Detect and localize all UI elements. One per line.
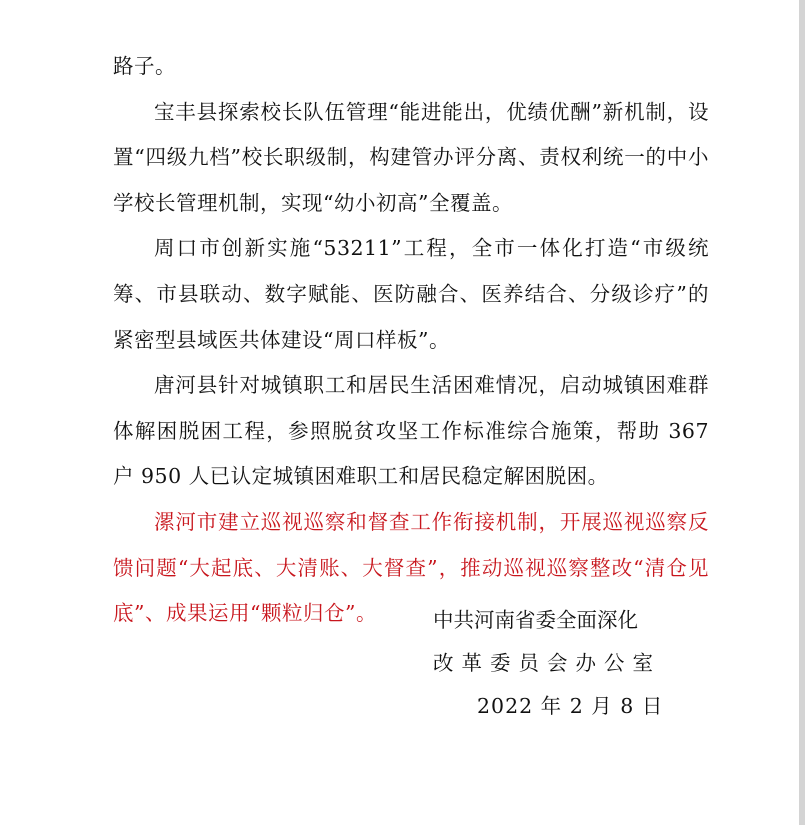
paragraph-continuation: 路子。 [113, 54, 176, 78]
paragraph-zhoukou: 周口市创新实施“53211”工程，全市一体化打造“市级统筹、市县联动、数字赋能、医防融合、医养结合、分级诊疗”的紧密型县域医共体建设“周口样板”。 [113, 236, 709, 352]
paragraph-tanghe: 唐河县针对城镇职工和居民生活困难情况，启动城镇困难群体解困脱困工程，参照脱贫攻坚工作标准综合施策，帮助 367 户 950 人已认定城镇困难职工和居民稳定解困脱困。 [113, 373, 709, 489]
signature-block [433, 599, 673, 728]
paragraph-baofeng: 宝丰县探索校长队伍管理“能进能出，优绩优酬”新机制，设置“四级九档”校长职级制，构建管办评分离、责权利统一的中小学校长管理机制，实现“幼小初高”全覆盖。 [113, 99, 709, 215]
signature-org-line2: 改革委员会办公室 [433, 651, 661, 675]
paragraph-luohe-highlighted: 漯河市建立巡视巡察和督查工作衔接机制，开展巡视巡察反馈问题“大起底、大清账、大督查”，推动巡视巡察整改“清仓见底”、成果运用“颗粒归仓”。 [113, 509, 709, 626]
page-edge-divider [799, 0, 805, 825]
signature-org-line1: 中共河南省委全面深化 [433, 608, 638, 632]
signature-date: 2022 年 2 月 8 日 [477, 694, 664, 718]
document-body [113, 44, 709, 637]
